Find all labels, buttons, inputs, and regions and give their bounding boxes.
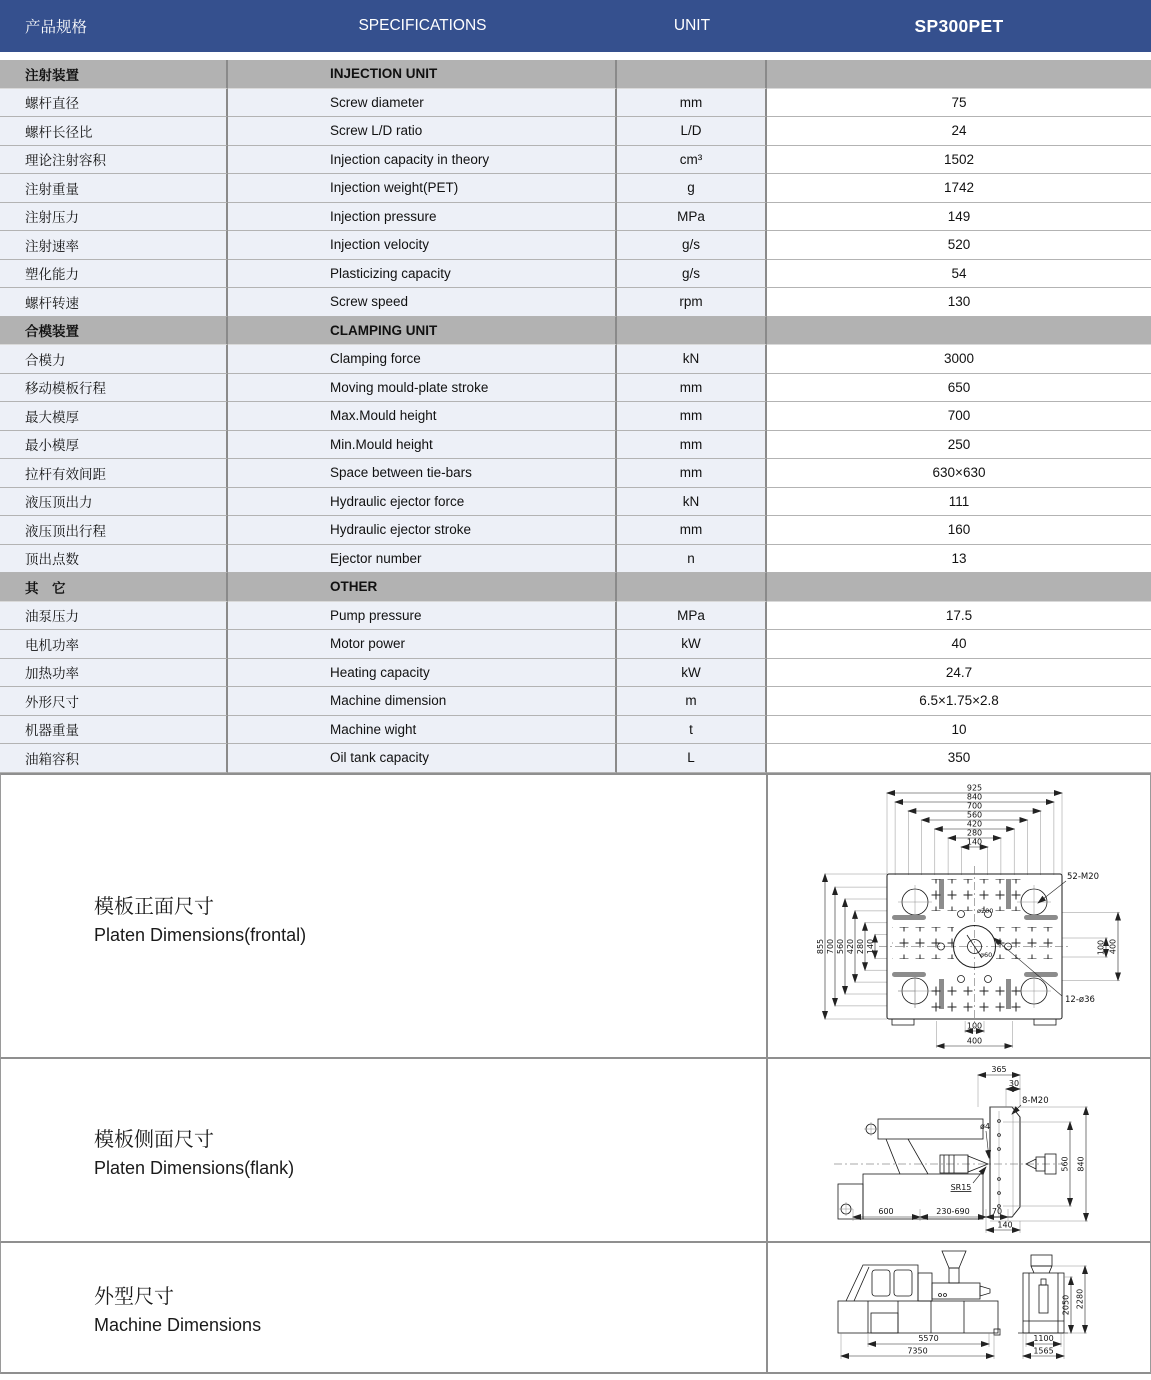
machine-dimensions-diagram [768,1243,1151,1374]
spec-name-cn: 最大模厚 [0,402,228,431]
spec-name-en: Screw L/D ratio [228,117,617,146]
spec-name-cn: 合模力 [0,345,228,374]
spec-value: 13 [767,545,1151,574]
section-title-cn: 其 它 [0,573,228,602]
flank-dim-70: 70 [991,1206,1003,1216]
spec-unit: g [617,174,767,203]
spec-row [0,288,1151,317]
spec-name-en: Min.Mould height [228,431,617,460]
frontal-dim-top-925: 925 [966,783,983,792]
spec-name-en: Screw diameter [228,89,617,118]
spec-name-cn: 注射压力 [0,203,228,232]
spec-value: 6.5×1.75×2.8 [767,687,1151,716]
flank-dim-230-690: 230-690 [936,1206,970,1216]
spec-name-en: Max.Mould height [228,402,617,431]
flank-dim-140: 140 [997,1220,1013,1229]
spec-row [0,459,1151,488]
frontal-dim-left-855: 855 [816,938,825,954]
frontal-dim-bottom-100: 100 [966,1021,983,1030]
platen-frontal-diagram [768,775,1151,1061]
spec-name-en: Clamping force [228,345,617,374]
spec-name-cn: 螺杆长径比 [0,117,228,146]
frontal-dim-right-400: 400 [1108,938,1118,954]
spec-row [0,231,1151,260]
spec-sheet-header [0,0,1151,52]
spec-row [0,146,1151,175]
spec-value: 520 [767,231,1151,260]
spec-name-en: Injection velocity [228,231,617,260]
spec-name-en: Space between tie-bars [228,459,617,488]
frontal-dim-top-140: 140 [966,837,983,846]
spec-value: 1742 [767,174,1151,203]
spec-name-en: Injection pressure [228,203,617,232]
spec-value: 350 [767,744,1151,773]
spec-name-cn: 液压顶出力 [0,488,228,517]
spec-name-en: Injection weight(PET) [228,174,617,203]
spec-unit: kW [617,659,767,688]
platen-frontal-drawing-cell [768,775,1151,1061]
header-divider-gap [0,52,1151,60]
machine-dimensions-drawing-cell [768,1243,1151,1374]
platen-frontal-title-cn: 模板正面尺寸 [94,895,214,918]
section-header-row [0,573,1151,602]
spec-name-en: Screw speed [228,288,617,317]
spec-row [0,431,1151,460]
flank-dim-560: 560 [1060,1155,1070,1172]
spec-value: 650 [767,374,1151,403]
spec-value: 17.5 [767,602,1151,631]
flank-nozzle-label: ø4 [980,1121,990,1131]
frontal-dim-top-560: 560 [966,810,983,819]
spec-unit: cm³ [617,146,767,175]
section-title-en: OTHER [228,573,617,602]
spec-value: 250 [767,431,1151,460]
spec-name-cn: 塑化能力 [0,260,228,289]
spec-value: 160 [767,516,1151,545]
machine-dim-1100: 1100 [1033,1333,1054,1343]
frontal-hole-label: 12-ø36 [1065,994,1095,1005]
spec-name-cn: 拉杆有效间距 [0,459,228,488]
spec-name-cn: 油泵压力 [0,602,228,631]
spec-row [0,174,1151,203]
frontal-dim-bottom-400: 400 [966,1036,983,1045]
flank-clamp-outline [838,1119,983,1219]
flank-radius-label: SR15 [950,1182,972,1192]
spec-value: 10 [767,716,1151,745]
frontal-dim-top-280: 280 [966,828,983,837]
spec-value: 700 [767,402,1151,431]
frontal-dim-right-100: 100 [1096,939,1106,955]
spec-name-en: Ejector number [228,545,617,574]
spec-unit: mm [617,459,767,488]
flank-dim-365: 365 [991,1064,1007,1074]
spec-name-cn: 机器重量 [0,716,228,745]
spec-unit: rpm [617,288,767,317]
section-value-blank [767,60,1151,89]
spec-name-cn: 最小模厚 [0,431,228,460]
header-product-label: 产品规格 [25,19,88,36]
spec-row [0,488,1151,517]
spec-unit: g/s [617,260,767,289]
spec-row [0,260,1151,289]
spec-unit: n [617,545,767,574]
section-header-row [0,60,1151,89]
spec-name-en: Motor power [228,630,617,659]
header-unit-label: UNIT [673,17,711,34]
spec-row [0,402,1151,431]
spec-row [0,117,1151,146]
spec-unit: L [617,744,767,773]
section-unit-blank [617,60,767,89]
spec-unit: kW [617,630,767,659]
spec-value: 111 [767,488,1151,517]
spec-name-en: Hydraulic ejector force [228,488,617,517]
spec-name-cn: 油箱容积 [0,744,228,773]
spec-value: 24 [767,117,1151,146]
spec-name-en: Hydraulic ejector stroke [228,516,617,545]
frontal-dim-left-280: 280 [856,938,865,954]
flank-dim-840: 840 [1076,1155,1086,1172]
section-value-blank [767,317,1151,346]
flank-dim-600: 600 [878,1206,894,1216]
spec-name-en: Machine dimension [228,687,617,716]
machine-dim-2050: 2050 [1061,1294,1071,1315]
section-unit-blank [617,317,767,346]
frontal-dim-left-140: 140 [866,938,875,954]
platen-flank-section [0,1059,1151,1243]
frontal-dim-left-700: 700 [826,938,835,954]
spec-value: 1502 [767,146,1151,175]
platen-flank-title-en: Platen Dimensions(flank) [94,1157,295,1178]
spec-name-cn: 液压顶出行程 [0,516,228,545]
spec-value: 3000 [767,345,1151,374]
spec-name-cn: 顶出点数 [0,545,228,574]
frontal-dim-left-560: 560 [836,938,845,954]
platen-frontal-caption [1,775,768,1061]
specifications-table [0,60,1151,773]
platen-flank-title-cn: 模板侧面尺寸 [94,1128,214,1151]
spec-value: 54 [767,260,1151,289]
frontal-center-label: ø60 [980,950,993,959]
machine-side-view [838,1251,1000,1335]
platen-flank-diagram [768,1059,1151,1243]
spec-unit: mm [617,431,767,460]
spec-name-en: Heating capacity [228,659,617,688]
spec-row [0,203,1151,232]
platen-frontal-title-en: Platen Dimensions(frontal) [94,924,307,945]
spec-unit: kN [617,488,767,517]
platen-flank-caption [1,1059,768,1243]
frontal-dim-top-700: 700 [966,801,983,810]
frontal-dim-top-420: 420 [966,819,983,828]
machine-dimensions-title-cn: 外型尺寸 [94,1286,174,1308]
spec-unit: MPa [617,602,767,631]
spec-name-en: Oil tank capacity [228,744,617,773]
spec-name-cn: 注射重量 [0,174,228,203]
spec-name-cn: 理论注射容积 [0,146,228,175]
machine-dimensions-title-en: Machine Dimensions [94,1315,262,1335]
spec-row [0,545,1151,574]
spec-row [0,516,1151,545]
machine-dimensions-caption [1,1243,768,1374]
frontal-ring-label: ø200 [977,906,994,915]
spec-row [0,630,1151,659]
machine-dim-5570: 5570 [918,1333,939,1343]
frontal-bolt-label: 52-M20 [1067,871,1100,882]
spec-row [0,89,1151,118]
section-unit-blank [617,573,767,602]
spec-row [0,659,1151,688]
machine-end-view [1018,1255,1068,1333]
flank-fixed-platen [990,1107,1020,1217]
spec-name-en: Pump pressure [228,602,617,631]
section-title-en: CLAMPING UNIT [228,317,617,346]
flank-bolt-label: 8-M20 [1022,1095,1049,1106]
spec-value: 24.7 [767,659,1151,688]
spec-value: 130 [767,288,1151,317]
spec-unit: L/D [617,117,767,146]
platen-flank-drawing-cell [768,1059,1151,1243]
spec-value: 40 [767,630,1151,659]
spec-name-cn: 注射速率 [0,231,228,260]
spec-unit: mm [617,89,767,118]
spec-name-cn: 螺杆直径 [0,89,228,118]
spec-row [0,716,1151,745]
frontal-dim-left-420: 420 [846,938,855,954]
spec-row [0,602,1151,631]
flank-dim-30: 30 [1008,1078,1020,1088]
spec-name-en: Moving mould-plate stroke [228,374,617,403]
spec-name-en: Injection capacity in theory [228,146,617,175]
spec-unit: kN [617,345,767,374]
section-title-cn: 注射装置 [0,60,228,89]
spec-unit: mm [617,516,767,545]
platen-frontal-section [0,773,1151,1059]
header-model-name: SP300PET [914,15,1004,36]
section-title-cn: 合模装置 [0,317,228,346]
header-specifications-label: SPECIFICATIONS [358,17,487,34]
spec-unit: m [617,687,767,716]
frontal-tapped-hole-grid [892,879,1058,1013]
spec-name-en: Plasticizing capacity [228,260,617,289]
spec-row [0,345,1151,374]
spec-name-cn: 电机功率 [0,630,228,659]
machine-dim-7350: 7350 [907,1346,928,1355]
spec-unit: g/s [617,231,767,260]
spec-unit: MPa [617,203,767,232]
section-title-en: INJECTION UNIT [228,60,617,89]
spec-row [0,744,1151,773]
spec-unit: mm [617,374,767,403]
spec-unit: t [617,716,767,745]
spec-name-cn: 螺杆转速 [0,288,228,317]
spec-value: 75 [767,89,1151,118]
spec-name-en: Machine wight [228,716,617,745]
section-value-blank [767,573,1151,602]
spec-name-cn: 移动模板行程 [0,374,228,403]
spec-name-cn: 外形尺寸 [0,687,228,716]
spec-row [0,687,1151,716]
spec-unit: mm [617,402,767,431]
spec-value: 630×630 [767,459,1151,488]
spec-row [0,374,1151,403]
machine-dimensions-section [0,1243,1151,1374]
spec-name-cn: 加热功率 [0,659,228,688]
section-header-row [0,317,1151,346]
spec-value: 149 [767,203,1151,232]
machine-dim-1565: 1565 [1033,1346,1054,1355]
frontal-dim-top-840: 840 [966,792,983,801]
machine-dim-2280: 2280 [1075,1288,1085,1309]
